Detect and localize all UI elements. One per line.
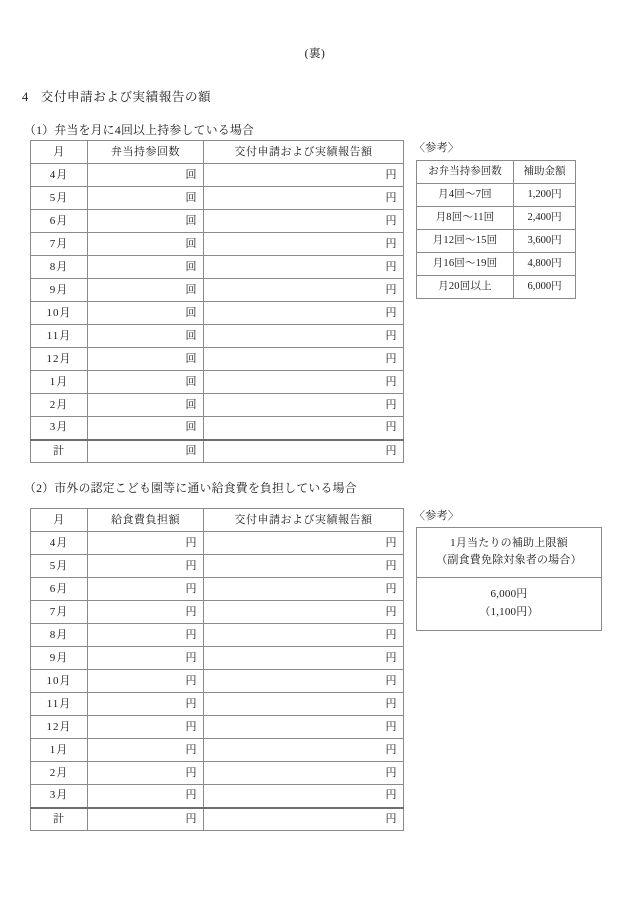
- month-label: 8月: [31, 256, 88, 279]
- month-label: 10月: [31, 670, 88, 693]
- page-marker: (裏): [304, 48, 326, 60]
- entry-cell-amount[interactable]: 円: [204, 302, 404, 325]
- entry-cell-amount[interactable]: 円: [204, 647, 404, 670]
- entry-cell-amount[interactable]: 円: [204, 440, 404, 463]
- reference-count-range: 月12回～15回: [417, 230, 514, 253]
- month-label: 8月: [31, 624, 88, 647]
- table-total-row: [31, 808, 404, 831]
- entry-cell-amount[interactable]: 円: [204, 808, 404, 831]
- column-header-meal-fee: 給食費負担額: [88, 509, 204, 532]
- reference-count-range: 月16回～19回: [417, 253, 514, 276]
- reference-subsidy-amount: 4,800円: [514, 253, 576, 276]
- table-row: [31, 210, 404, 233]
- reference-table-row: [417, 253, 576, 276]
- month-label: 4月: [31, 532, 88, 555]
- entry-cell-amount[interactable]: 円: [204, 279, 404, 302]
- table-row: [31, 394, 404, 417]
- entry-cell-amount[interactable]: 円: [204, 325, 404, 348]
- subsection-2-heading: （2）市外の認定こども園等に通い給食費を負担している場合: [24, 481, 357, 495]
- month-label: 1月: [31, 371, 88, 394]
- entry-cell-primary[interactable]: 回: [88, 325, 204, 348]
- reference-column-header-count: お弁当持参回数: [417, 161, 514, 184]
- reference-table-row: [417, 207, 576, 230]
- month-label: 2月: [31, 762, 88, 785]
- subsidy-cap-amount-exempt: （1,100円）: [479, 605, 539, 618]
- entry-cell-amount[interactable]: 円: [204, 233, 404, 256]
- entry-cell-amount[interactable]: 円: [204, 785, 404, 808]
- table-row: [31, 256, 404, 279]
- entry-cell-primary[interactable]: 回: [88, 440, 204, 463]
- table-row: [31, 670, 404, 693]
- reference-table-row: [417, 276, 576, 299]
- table-total-row: [31, 440, 404, 463]
- entry-cell-primary[interactable]: 回: [88, 302, 204, 325]
- bento-subsidy-reference-table: [416, 160, 576, 299]
- entry-cell-primary[interactable]: 回: [88, 348, 204, 371]
- table-row: [31, 601, 404, 624]
- entry-cell-primary[interactable]: 円: [88, 808, 204, 831]
- month-label: 計: [31, 808, 88, 831]
- entry-cell-primary[interactable]: 円: [88, 601, 204, 624]
- entry-cell-primary[interactable]: 円: [88, 647, 204, 670]
- month-label: 5月: [31, 555, 88, 578]
- entry-cell-primary[interactable]: 円: [88, 739, 204, 762]
- month-label: 10月: [31, 302, 88, 325]
- entry-cell-primary[interactable]: 円: [88, 624, 204, 647]
- section-number: 4: [22, 90, 29, 104]
- table-row: [31, 624, 404, 647]
- table-row: [31, 762, 404, 785]
- entry-cell-amount[interactable]: 円: [204, 716, 404, 739]
- table-row: [31, 716, 404, 739]
- subsidy-cap-heading-line1: 1月当たりの補助上限額: [450, 537, 568, 549]
- reference-column-header-amount: 補助金額: [514, 161, 576, 184]
- column-header-amount: 交付申請および実績報告額: [204, 141, 404, 164]
- page-title: [22, 87, 211, 105]
- month-label: 7月: [31, 233, 88, 256]
- month-label: 12月: [31, 348, 88, 371]
- entry-cell-amount[interactable]: 円: [204, 164, 404, 187]
- reference-count-range: 月8回～11回: [417, 207, 514, 230]
- reference-subsidy-amount: 2,400円: [514, 207, 576, 230]
- entry-cell-primary[interactable]: 円: [88, 785, 204, 808]
- subsection-1-heading: （1）弁当を月に4回以上持参している場合: [24, 123, 255, 137]
- bento-month-table: [30, 140, 404, 463]
- table-row: [31, 187, 404, 210]
- month-label: 4月: [31, 164, 88, 187]
- entry-cell-primary[interactable]: 円: [88, 670, 204, 693]
- entry-cell-primary[interactable]: 円: [88, 532, 204, 555]
- reference-count-range: 月4回～7回: [417, 184, 514, 207]
- entry-cell-primary[interactable]: 円: [88, 762, 204, 785]
- month-label: 9月: [31, 647, 88, 670]
- month-label: 計: [31, 440, 88, 463]
- entry-cell-amount[interactable]: 円: [204, 762, 404, 785]
- reference-label-1: 〈参考〉: [414, 142, 460, 154]
- entry-cell-amount[interactable]: 円: [204, 348, 404, 371]
- subsidy-cap-value: [417, 578, 601, 630]
- entry-cell-amount[interactable]: 円: [204, 256, 404, 279]
- entry-cell-primary[interactable]: 回: [88, 394, 204, 417]
- entry-cell-amount[interactable]: 円: [204, 187, 404, 210]
- table-header-row: [31, 509, 404, 532]
- table-row: [31, 532, 404, 555]
- table-row: [31, 578, 404, 601]
- month-label: 3月: [31, 417, 88, 440]
- month-label: 11月: [31, 693, 88, 716]
- table-row: [31, 417, 404, 440]
- entry-cell-amount[interactable]: 円: [204, 624, 404, 647]
- table-row: [31, 693, 404, 716]
- table-header-row: [31, 141, 404, 164]
- meal-fee-subsidy-cap-box: [416, 527, 602, 631]
- entry-cell-amount[interactable]: 円: [204, 601, 404, 624]
- entry-cell-primary[interactable]: 円: [88, 693, 204, 716]
- entry-cell-primary[interactable]: 回: [88, 233, 204, 256]
- reference-subsidy-amount: 6,000円: [514, 276, 576, 299]
- entry-cell-amount[interactable]: 円: [204, 417, 404, 440]
- month-label: 3月: [31, 785, 88, 808]
- entry-cell-amount[interactable]: 円: [204, 739, 404, 762]
- entry-cell-primary[interactable]: 円: [88, 555, 204, 578]
- entry-cell-amount[interactable]: 円: [204, 670, 404, 693]
- month-label: 7月: [31, 601, 88, 624]
- entry-cell-primary[interactable]: 回: [88, 417, 204, 440]
- entry-cell-amount[interactable]: 円: [204, 555, 404, 578]
- entry-cell-amount[interactable]: 円: [204, 371, 404, 394]
- meal-fee-month-table: [30, 508, 404, 831]
- entry-cell-amount[interactable]: 円: [204, 210, 404, 233]
- column-header-count: 弁当持参回数: [88, 141, 204, 164]
- reference-header-row: [417, 161, 576, 184]
- column-header-month: 月: [31, 141, 88, 164]
- table-row: [31, 279, 404, 302]
- table-row: [31, 555, 404, 578]
- table-row: [31, 164, 404, 187]
- reference-label-2: 〈参考〉: [414, 510, 460, 522]
- column-header-month: 月: [31, 509, 88, 532]
- table-row: [31, 302, 404, 325]
- table-row: [31, 233, 404, 256]
- column-header-amount: 交付申請および実績報告額: [204, 509, 404, 532]
- entry-cell-amount[interactable]: 円: [204, 532, 404, 555]
- table-row: [31, 325, 404, 348]
- reference-table-row: [417, 230, 576, 253]
- entry-cell-primary[interactable]: 回: [88, 256, 204, 279]
- month-label: 9月: [31, 279, 88, 302]
- table-row: [31, 647, 404, 670]
- subsidy-cap-amount: 6,000円: [490, 588, 528, 601]
- entry-cell-primary[interactable]: 円: [88, 578, 204, 601]
- entry-cell-primary[interactable]: 回: [88, 210, 204, 233]
- entry-cell-amount[interactable]: 円: [204, 578, 404, 601]
- entry-cell-primary[interactable]: 円: [88, 716, 204, 739]
- entry-cell-primary[interactable]: 回: [88, 164, 204, 187]
- month-label: 1月: [31, 739, 88, 762]
- month-label: 11月: [31, 325, 88, 348]
- entry-cell-primary[interactable]: 回: [88, 187, 204, 210]
- entry-cell-primary[interactable]: 回: [88, 279, 204, 302]
- month-label: 6月: [31, 578, 88, 601]
- entry-cell-primary[interactable]: 回: [88, 371, 204, 394]
- month-label: 5月: [31, 187, 88, 210]
- month-label: 6月: [31, 210, 88, 233]
- reference-table-row: [417, 184, 576, 207]
- subsidy-cap-heading-line2: （副食費免除対象者の場合）: [436, 554, 582, 567]
- reference-subsidy-amount: 1,200円: [514, 184, 576, 207]
- month-label: 2月: [31, 394, 88, 417]
- section-title-text: 交付申請および実績報告の額: [40, 90, 212, 104]
- month-label: 12月: [31, 716, 88, 739]
- table-row: [31, 371, 404, 394]
- entry-cell-amount[interactable]: 円: [204, 394, 404, 417]
- entry-cell-amount[interactable]: 円: [204, 693, 404, 716]
- reference-subsidy-amount: 3,600円: [514, 230, 576, 253]
- reference-count-range: 月20回以上: [417, 276, 514, 299]
- table-row: [31, 739, 404, 762]
- table-row: [31, 348, 404, 371]
- subsidy-cap-heading: [417, 528, 601, 578]
- table-row: [31, 785, 404, 808]
